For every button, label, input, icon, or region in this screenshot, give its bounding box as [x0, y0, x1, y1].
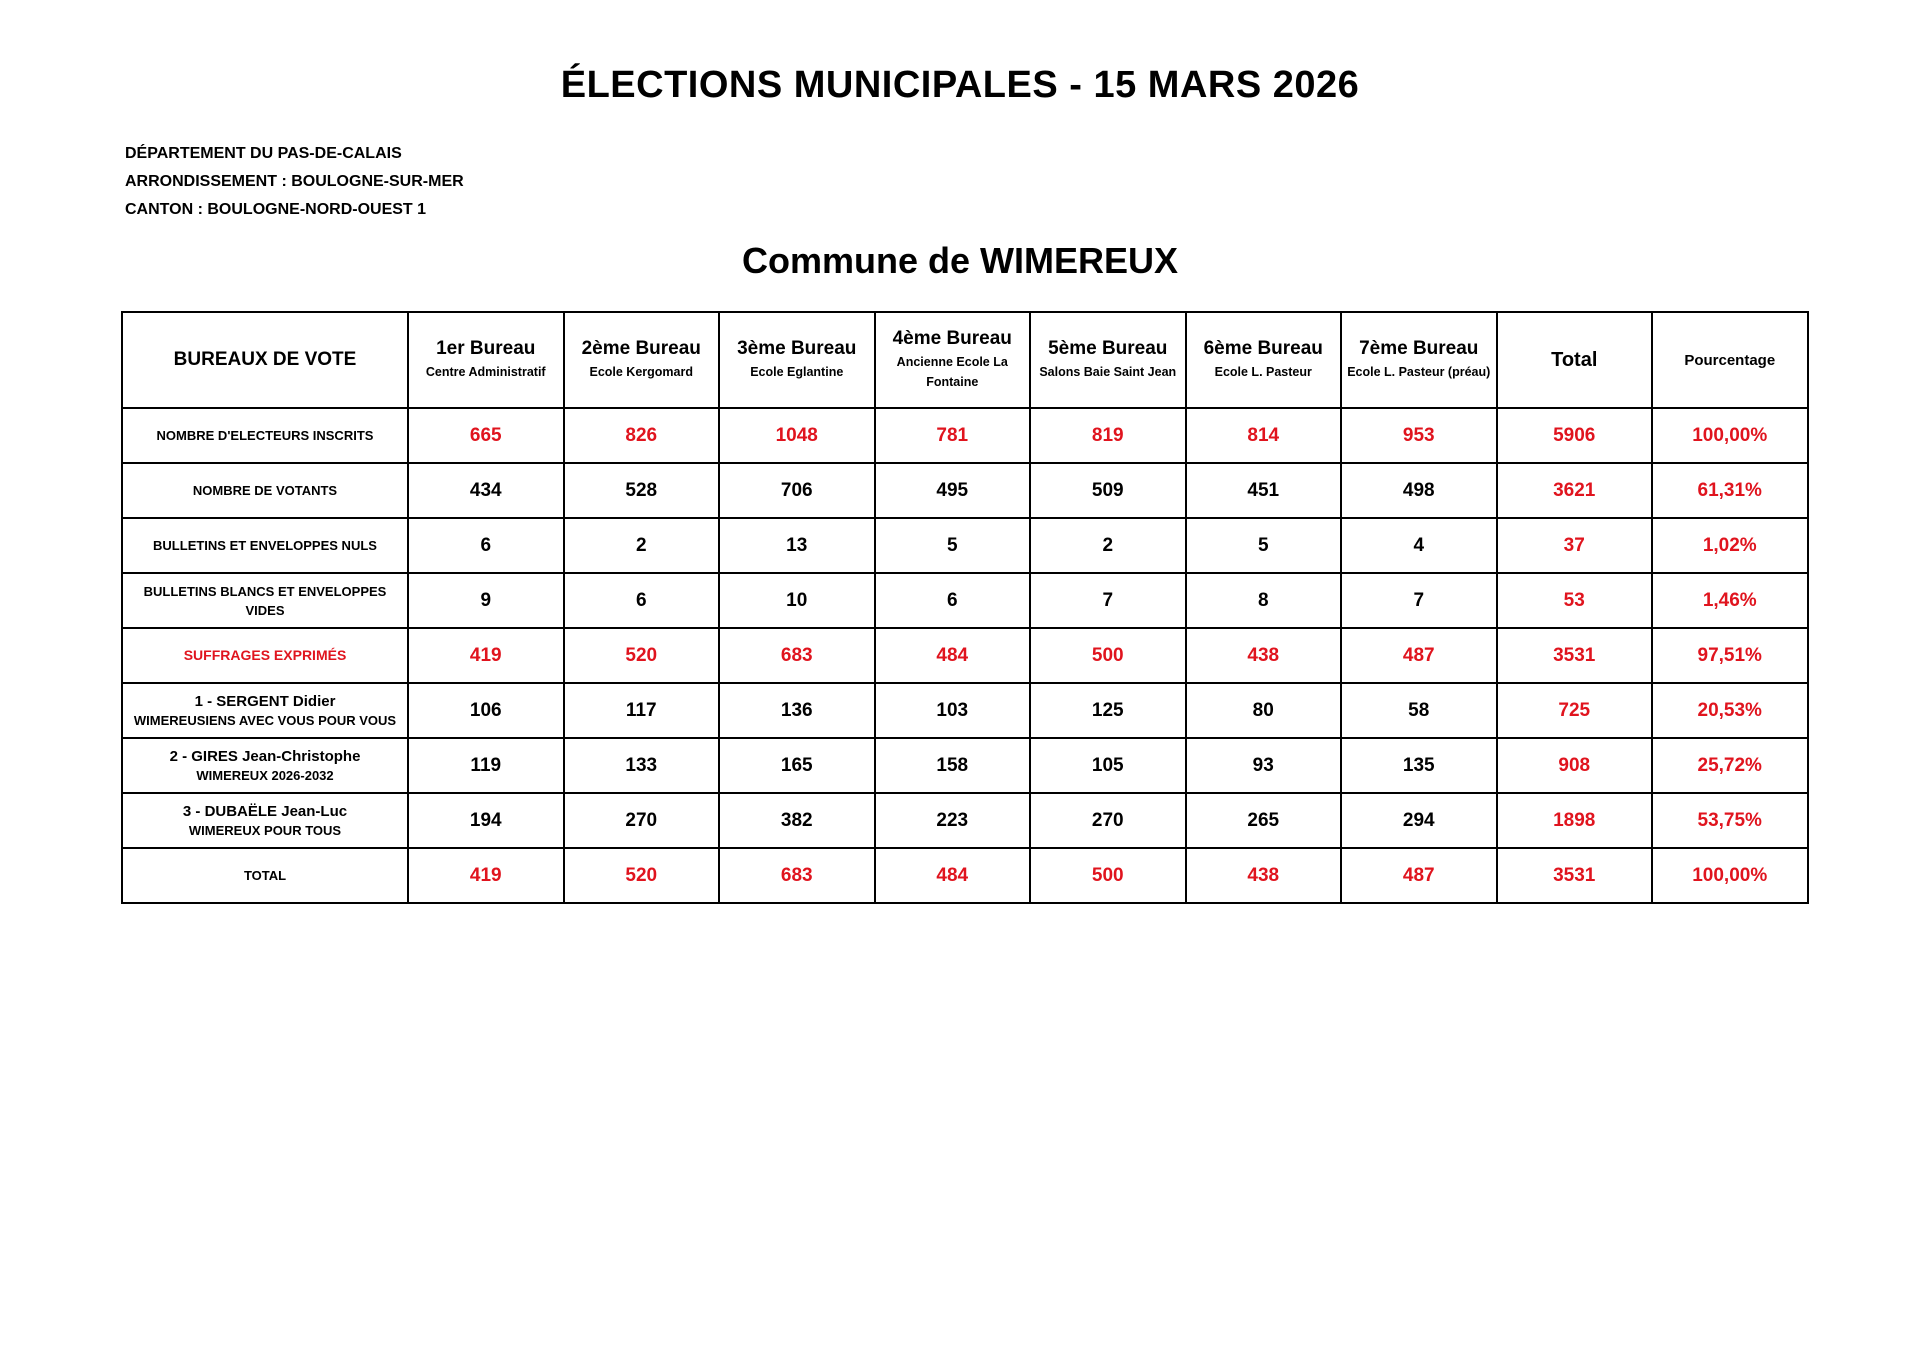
cell-value: 451: [1186, 463, 1342, 518]
cell-value: 781: [875, 408, 1031, 463]
bureau-name: 6ème Bureau: [1203, 338, 1323, 359]
header-row: [122, 312, 1808, 408]
cell-value: 136: [719, 683, 875, 738]
candidate-list: WIMEREUSIENS AVEC VOUS POUR VOUS: [133, 712, 397, 728]
header-bureau: [1030, 312, 1186, 408]
candidate-list: WIMEREUX 2026-2032: [196, 767, 334, 783]
cell-total: 1898: [1497, 793, 1653, 848]
cell-total: 725: [1497, 683, 1653, 738]
bureau-name: 1er Bureau: [436, 338, 536, 359]
candidate-name: 1 - SERGENT Didier: [194, 692, 336, 710]
header-bureau: [408, 312, 564, 408]
cell-percentage: 20,53%: [1652, 683, 1808, 738]
bureau-name: 2ème Bureau: [581, 338, 701, 359]
cell-value: 520: [564, 628, 720, 683]
cell-value: 6: [408, 518, 564, 573]
cell-value: 419: [408, 628, 564, 683]
cell-value: 106: [408, 683, 564, 738]
bureau-location: Centre Administratif: [425, 365, 546, 379]
candidate-label: [122, 738, 408, 793]
cell-percentage: 100,00%: [1652, 848, 1808, 903]
cell-value: 5: [875, 518, 1031, 573]
cell-value: 8: [1186, 573, 1342, 628]
cell-value: 5: [1186, 518, 1342, 573]
cell-value: 1048: [719, 408, 875, 463]
cell-value: 826: [564, 408, 720, 463]
row-candidate-3: [122, 793, 1808, 848]
cell-value: 683: [719, 628, 875, 683]
header-bureau: [719, 312, 875, 408]
candidate-list: WIMEREUX POUR TOUS: [188, 822, 342, 838]
cell-total: 5906: [1497, 408, 1653, 463]
candidate-name: 3 - DUBAËLE Jean-Luc: [182, 802, 348, 820]
bureau-name: 7ème Bureau: [1359, 338, 1479, 359]
row-candidate-2: [122, 738, 1808, 793]
cell-value: 80: [1186, 683, 1342, 738]
bureau-location: Ancienne Ecole La Fontaine: [896, 355, 1008, 389]
cell-value: 819: [1030, 408, 1186, 463]
cell-value: 953: [1341, 408, 1497, 463]
header-bureau: [1186, 312, 1342, 408]
cell-value: 133: [564, 738, 720, 793]
row-nuls: [122, 518, 1808, 573]
cell-value: 117: [564, 683, 720, 738]
cell-total: 3621: [1497, 463, 1653, 518]
row-label: SUFFRAGES EXPRIMÉS: [122, 628, 408, 683]
canton-line: CANTON : BOULOGNE-NORD-OUEST 1: [125, 201, 427, 218]
cell-percentage: 25,72%: [1652, 738, 1808, 793]
page-title: ÉLECTIONS MUNICIPALES - 15 MARS 2026: [560, 64, 1360, 106]
row-total: [122, 848, 1808, 903]
bureau-location: Ecole L. Pasteur: [1214, 365, 1312, 379]
cell-total: 53: [1497, 573, 1653, 628]
cell-value: 6: [875, 573, 1031, 628]
cell-value: 487: [1341, 848, 1497, 903]
row-candidate-1: [122, 683, 1808, 738]
cell-value: 520: [564, 848, 720, 903]
bureau-location: Ecole L. Pasteur (préau): [1347, 365, 1491, 379]
cell-value: 495: [875, 463, 1031, 518]
cell-value: 509: [1030, 463, 1186, 518]
header-bureau: [564, 312, 720, 408]
candidate-label: [122, 683, 408, 738]
cell-value: 294: [1341, 793, 1497, 848]
cell-value: 270: [1030, 793, 1186, 848]
cell-value: 706: [719, 463, 875, 518]
results-table: [121, 311, 1809, 904]
commune-title: Commune de WIMEREUX: [741, 240, 1179, 281]
header-bureaux-de-vote: BUREAUX DE VOTE: [122, 312, 408, 408]
header-total: Total: [1497, 312, 1653, 408]
cell-value: 10: [719, 573, 875, 628]
row-label: BULLETINS BLANCS ET ENVELOPPES VIDES: [122, 573, 408, 628]
cell-value: 484: [875, 628, 1031, 683]
bureau-name: 3ème Bureau: [737, 338, 857, 359]
cell-value: 4: [1341, 518, 1497, 573]
department-line: DÉPARTEMENT DU PAS-DE-CALAIS: [125, 145, 402, 162]
cell-value: 438: [1186, 628, 1342, 683]
cell-value: 165: [719, 738, 875, 793]
cell-value: 125: [1030, 683, 1186, 738]
cell-value: 487: [1341, 628, 1497, 683]
cell-value: 265: [1186, 793, 1342, 848]
cell-value: 158: [875, 738, 1031, 793]
administrative-info: [125, 140, 464, 224]
cell-value: 814: [1186, 408, 1342, 463]
cell-value: 500: [1030, 848, 1186, 903]
cell-total: 3531: [1497, 628, 1653, 683]
row-label: BULLETINS ET ENVELOPPES NULS: [122, 518, 408, 573]
header-bureau: [1341, 312, 1497, 408]
header-percentage: Pourcentage: [1652, 312, 1808, 408]
cell-value: 7: [1030, 573, 1186, 628]
cell-value: 194: [408, 793, 564, 848]
cell-total: 37: [1497, 518, 1653, 573]
cell-value: 270: [564, 793, 720, 848]
cell-value: 58: [1341, 683, 1497, 738]
cell-value: 135: [1341, 738, 1497, 793]
cell-percentage: 53,75%: [1652, 793, 1808, 848]
row-inscrits: [122, 408, 1808, 463]
row-votants: [122, 463, 1808, 518]
cell-percentage: 61,31%: [1652, 463, 1808, 518]
cell-value: 7: [1341, 573, 1497, 628]
cell-percentage: 1,46%: [1652, 573, 1808, 628]
cell-value: 382: [719, 793, 875, 848]
cell-value: 105: [1030, 738, 1186, 793]
cell-percentage: 100,00%: [1652, 408, 1808, 463]
header-bureau: [875, 312, 1031, 408]
cell-value: 434: [408, 463, 564, 518]
cell-value: 484: [875, 848, 1031, 903]
cell-percentage: 97,51%: [1652, 628, 1808, 683]
cell-value: 500: [1030, 628, 1186, 683]
cell-total: 3531: [1497, 848, 1653, 903]
cell-percentage: 1,02%: [1652, 518, 1808, 573]
cell-value: 2: [564, 518, 720, 573]
cell-value: 9: [408, 573, 564, 628]
arrondissement-line: ARRONDISSEMENT : BOULOGNE-SUR-MER: [125, 173, 464, 190]
cell-value: 93: [1186, 738, 1342, 793]
cell-value: 498: [1341, 463, 1497, 518]
bureau-name: 4ème Bureau: [892, 328, 1012, 349]
cell-value: 6: [564, 573, 720, 628]
cell-value: 2: [1030, 518, 1186, 573]
row-label: NOMBRE D'ELECTEURS INSCRITS: [122, 408, 408, 463]
row-label: TOTAL: [122, 848, 408, 903]
bureau-name: 5ème Bureau: [1048, 338, 1168, 359]
row-blancs: [122, 573, 1808, 628]
bureau-location: Salons Baie Saint Jean: [1039, 365, 1177, 379]
row-suffrages-exprimes: [122, 628, 1808, 683]
cell-value: 438: [1186, 848, 1342, 903]
cell-value: 223: [875, 793, 1031, 848]
candidate-name: 2 - GIRES Jean-Christophe: [169, 747, 361, 765]
bureau-location: Ecole Eglantine: [750, 365, 844, 379]
cell-value: 119: [408, 738, 564, 793]
bureau-location: Ecole Kergomard: [589, 365, 693, 379]
cell-value: 103: [875, 683, 1031, 738]
candidate-label: [122, 793, 408, 848]
cell-value: 665: [408, 408, 564, 463]
row-label: NOMBRE DE VOTANTS: [122, 463, 408, 518]
cell-value: 528: [564, 463, 720, 518]
cell-value: 13: [719, 518, 875, 573]
cell-value: 419: [408, 848, 564, 903]
cell-value: 683: [719, 848, 875, 903]
cell-total: 908: [1497, 738, 1653, 793]
